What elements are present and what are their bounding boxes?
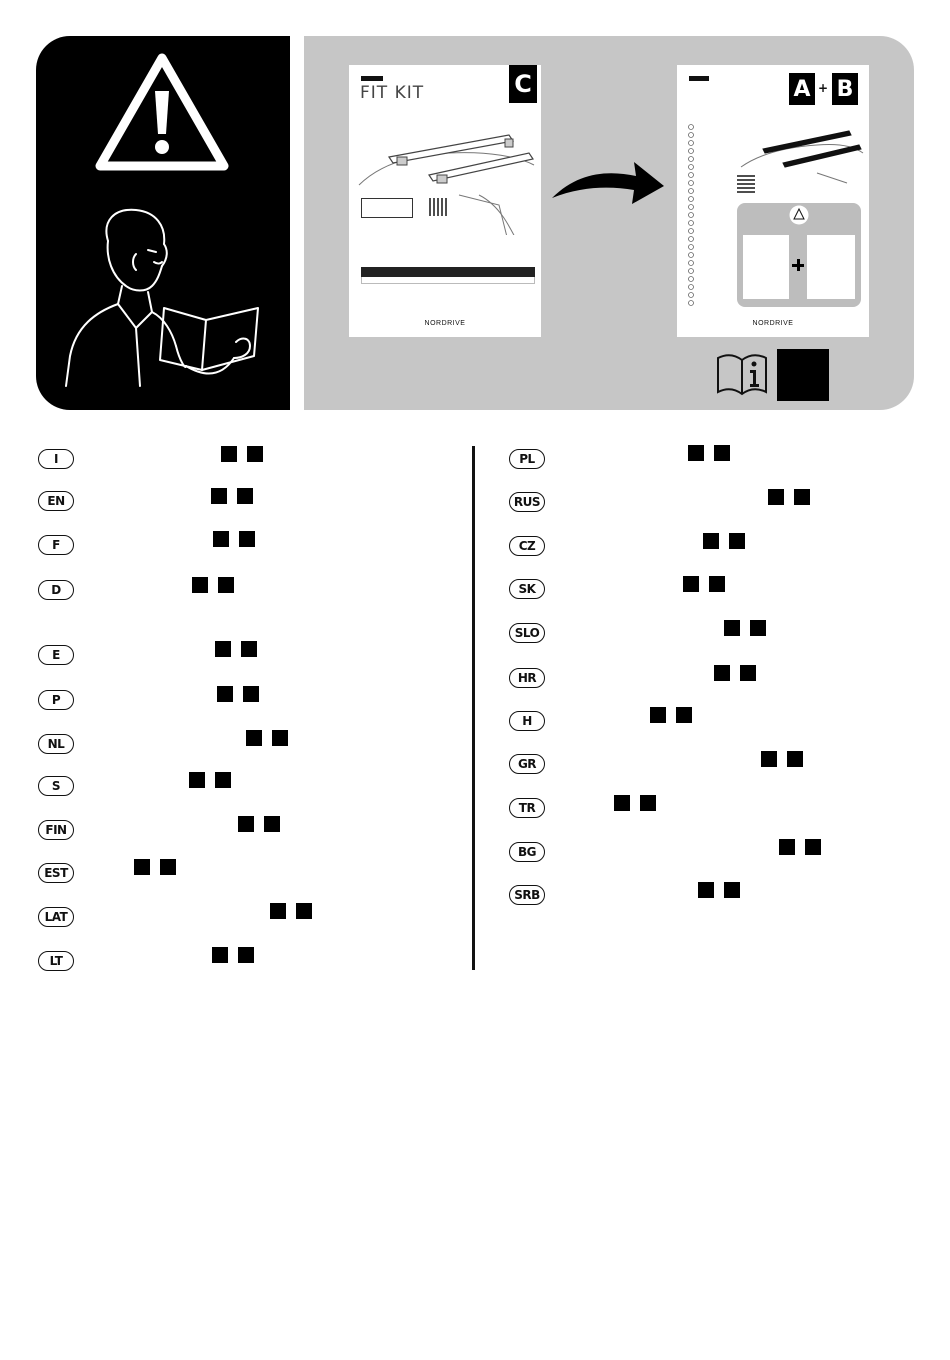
- warning-triangle-icon: [788, 205, 810, 225]
- code-field: [361, 198, 413, 218]
- black-square: [650, 707, 666, 723]
- black-square: [640, 795, 656, 811]
- black-square: [794, 489, 810, 505]
- vehicle-table-row: [361, 277, 535, 284]
- lang-code-badge: HR: [509, 668, 545, 688]
- black-square: [688, 445, 704, 461]
- man-reading-manual-icon: [36, 36, 290, 410]
- black-square: [676, 707, 692, 723]
- black-square: [768, 489, 784, 505]
- black-square: [750, 620, 766, 636]
- black-square: [729, 533, 745, 549]
- black-square: [724, 882, 740, 898]
- black-square: [714, 445, 730, 461]
- qr-code: [737, 175, 755, 193]
- lang-code-badge: BG: [509, 842, 545, 862]
- black-square: [714, 665, 730, 681]
- lang-row: [38, 948, 74, 974]
- column-divider: [472, 446, 475, 970]
- black-square: [215, 772, 231, 788]
- lang-row: [38, 817, 74, 843]
- lang-row: [38, 731, 74, 757]
- vehicle-table-header: [361, 267, 535, 277]
- plus-sign: +: [818, 81, 829, 95]
- black-square: [805, 839, 821, 855]
- lang-code-badge: RUS: [509, 492, 545, 512]
- black-square: [246, 730, 262, 746]
- lang-row: [38, 446, 74, 472]
- black-square: [237, 488, 253, 504]
- lang-code-badge: SK: [509, 579, 545, 599]
- lang-code-badge: EST: [38, 863, 74, 883]
- black-square: [238, 947, 254, 963]
- fit-kit-document: FIT KIT C NORDRIVE: [349, 65, 541, 337]
- lang-row: [509, 882, 545, 908]
- doc-tag: [361, 76, 383, 81]
- lang-code-badge: SLO: [509, 623, 545, 643]
- black-square: [247, 446, 263, 462]
- lang-code-badge: LT: [38, 951, 74, 971]
- black-square: [698, 882, 714, 898]
- lang-code-badge: NL: [38, 734, 74, 754]
- lang-row: [509, 665, 545, 691]
- lang-code-badge: E: [38, 645, 74, 665]
- lang-row: [509, 795, 545, 821]
- black-square: [215, 641, 231, 657]
- black-square-badge: [777, 349, 829, 401]
- mini-doc-ab: [743, 235, 789, 299]
- black-square: [160, 859, 176, 875]
- letter-a-badge: A: [789, 73, 815, 105]
- lang-code-badge: PL: [509, 449, 545, 469]
- black-square: [740, 665, 756, 681]
- car-roof-bars-icon: [737, 117, 867, 187]
- lang-row: [38, 687, 74, 713]
- letter-b-badge: B: [832, 73, 858, 105]
- black-square: [213, 531, 229, 547]
- black-square: [761, 751, 777, 767]
- black-square: [217, 686, 233, 702]
- lang-code-badge: I: [38, 449, 74, 469]
- lang-row: [509, 620, 545, 646]
- black-square: [614, 795, 630, 811]
- black-square: [218, 577, 234, 593]
- lang-code-badge: GR: [509, 754, 545, 774]
- lang-row: [509, 533, 545, 559]
- doc-tag: [689, 76, 709, 81]
- mini-plus: [792, 259, 804, 271]
- black-square: [212, 947, 228, 963]
- lang-code-badge: TR: [509, 798, 545, 818]
- lang-code-badge: P: [38, 690, 74, 710]
- lang-row: [38, 773, 74, 799]
- black-square: [709, 576, 725, 592]
- black-square: [238, 816, 254, 832]
- lang-code-badge: D: [38, 580, 74, 600]
- black-square: [264, 816, 280, 832]
- black-square: [272, 730, 288, 746]
- black-square: [296, 903, 312, 919]
- mini-doc-c: [807, 235, 855, 299]
- black-square: [787, 751, 803, 767]
- lang-row: [38, 642, 74, 668]
- included-docs-box: [737, 203, 861, 307]
- black-square: [221, 446, 237, 462]
- lang-row: [509, 576, 545, 602]
- manual-info-icon: [716, 352, 768, 396]
- black-square: [683, 576, 699, 592]
- black-square: [134, 859, 150, 875]
- lang-code-badge: FIN: [38, 820, 74, 840]
- lang-row: [509, 708, 545, 734]
- lang-row: [38, 532, 74, 558]
- curved-arrow-icon: [548, 152, 668, 222]
- lang-row: [38, 860, 74, 886]
- lang-code-badge: CZ: [509, 536, 545, 556]
- black-square: [243, 686, 259, 702]
- lang-code-badge: SRB: [509, 885, 545, 905]
- black-square: [241, 641, 257, 657]
- black-square: [779, 839, 795, 855]
- lang-row: [509, 446, 545, 472]
- qr-code: [429, 198, 447, 216]
- letter-c-badge: C: [509, 65, 537, 103]
- lang-row: [509, 839, 545, 865]
- lang-code-badge: EN: [38, 491, 74, 511]
- black-square: [189, 772, 205, 788]
- fit-kit-title: FIT KIT: [360, 83, 425, 103]
- lang-row: [509, 751, 545, 777]
- black-square: [724, 620, 740, 636]
- lang-code-badge: LAT: [38, 907, 74, 927]
- black-square: [211, 488, 227, 504]
- lang-code-badge: F: [38, 535, 74, 555]
- lang-row: [38, 904, 74, 930]
- black-square: [192, 577, 208, 593]
- language-list-icon: [683, 123, 703, 313]
- black-square: [270, 903, 286, 919]
- black-square: [703, 533, 719, 549]
- warning-panel: [36, 36, 290, 410]
- lang-row: [509, 489, 545, 515]
- lang-row: [38, 488, 74, 514]
- lang-row: [38, 577, 74, 603]
- lang-code-badge: H: [509, 711, 545, 731]
- lang-code-badge: S: [38, 776, 74, 796]
- ab-document: A + B NORDRIVE: [677, 65, 869, 337]
- black-square: [239, 531, 255, 547]
